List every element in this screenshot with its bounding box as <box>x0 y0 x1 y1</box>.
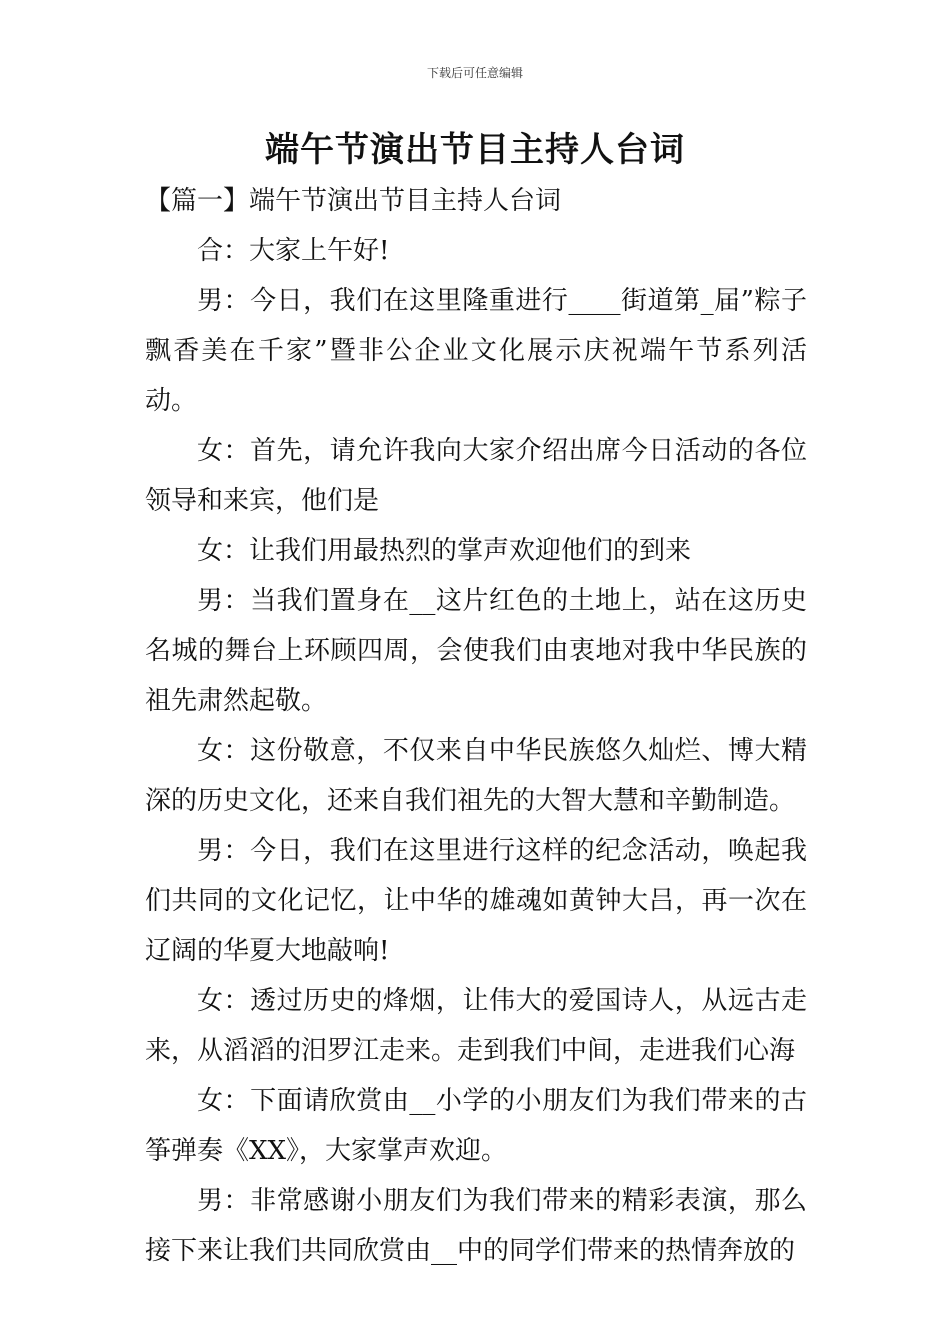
page-header-note: 下载后可任意编辑 <box>426 66 523 80</box>
paragraph: 男：今日，我们在这里进行这样的纪念活动，唤起我们共同的文化记忆，让中华的雄魂如黄钟大吕，再一次在辽阔的华夏大地敲响! <box>145 836 807 966</box>
paragraph: 女：下面请欣赏由__小学的小朋友们为我们带来的古筝弹奏《XX》，大家掌声欢迎。 <box>145 1086 807 1166</box>
document-title: 端午节演出节目主持人台词 <box>265 130 685 170</box>
paragraph: 女：让我们用最热烈的掌声欢迎他们的到来 <box>197 536 692 566</box>
paragraph: 女：这份敬意，不仅来自中华民族悠久灿烂、博大精深的历史文化，还来自我们祖先的大智大慧和辛勤制造。 <box>145 736 807 816</box>
section-heading: 【篇一】端午节演出节目主持人台词 <box>145 186 562 216</box>
paragraph: 男：今日，我们在这里隆重进行____街道第_届”粽子飘香美在千家”暨非公企业文化展示庆祝端午节系列活动。 <box>145 286 807 416</box>
paragraph: 女：透过历史的烽烟，让伟大的爱国诗人，从远古走来，从滔滔的汨罗江走来。走到我们中间，走进我们心海 <box>145 986 807 1066</box>
document-body <box>145 226 807 1276</box>
paragraph: 女：首先，请允许我向大家介绍出席今日活动的各位领导和来宾，他们是 <box>145 436 807 516</box>
paragraph: 男：当我们置身在__这片红色的土地上，站在这历史名城的舞台上环顾四周，会使我们由衷地对我中华民族的祖先肃然起敬。 <box>145 586 807 716</box>
paragraph: 男：非常感谢小朋友们为我们带来的精彩表演，那么接下来让我们共同欣赏由__中的同学们带来的热情奔放的 <box>145 1186 807 1266</box>
paragraph: 合：大家上午好! <box>197 236 390 266</box>
